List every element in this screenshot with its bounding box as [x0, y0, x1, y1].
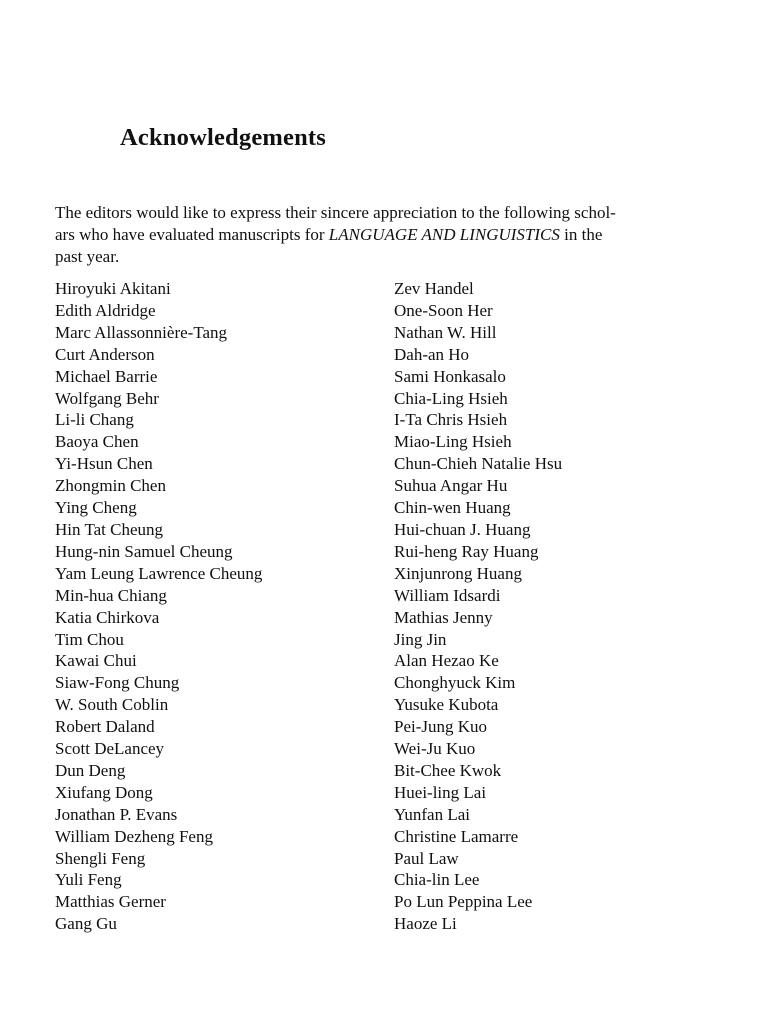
reviewer-list-right: [394, 278, 724, 935]
reviewer-name: Yunfan Lai: [394, 804, 471, 824]
reviewer-name: Katia Chirkova: [55, 607, 160, 627]
reviewer-name: Alan Hezao Ke: [394, 651, 499, 671]
reviewer-name: Shengli Feng: [55, 848, 146, 868]
reviewer-name: Chia-lin Lee: [394, 870, 480, 890]
reviewer-name: Chun-Chieh Natalie Hsu: [394, 454, 563, 474]
reviewer-name: Chia-Ling Hsieh: [394, 388, 508, 408]
reviewer-name: Siaw-Fong Chung: [55, 673, 180, 693]
reviewer-list-left: [55, 278, 375, 935]
intro-line-1: The editors would like to express their sincere appreciation to the following schol-: [55, 203, 616, 222]
reviewer-name: William Idsardi: [394, 585, 501, 605]
reviewer-name: Pei-Jung Kuo: [394, 717, 488, 737]
reviewer-name: Miao-Ling Hsieh: [394, 432, 512, 452]
reviewer-name: Ying Cheng: [55, 498, 137, 518]
intro-line-2-suffix: in the: [559, 225, 603, 244]
reviewer-name: Yuli Feng: [55, 870, 122, 890]
reviewer-name: Bit-Chee Kwok: [394, 760, 502, 780]
journal-title: LANGUAGE AND LINGUISTICS: [328, 225, 560, 244]
reviewer-name: Baoya Chen: [55, 432, 139, 452]
reviewer-name: Christine Lamarre: [394, 826, 519, 846]
reviewer-name: Edith Aldridge: [55, 300, 156, 320]
reviewer-name: Yam Leung Lawrence Cheung: [55, 563, 263, 583]
reviewer-name: Chonghyuck Kim: [394, 673, 516, 693]
reviewer-name: Yi-Hsun Chen: [55, 454, 153, 474]
reviewer-name: Chin-wen Huang: [394, 498, 511, 518]
reviewer-name: Wei-Ju Kuo: [394, 739, 476, 759]
reviewer-name: Xinjunrong Huang: [394, 563, 522, 583]
reviewer-name: Xiufang Dong: [55, 782, 153, 802]
reviewer-name: Michael Barrie: [55, 366, 158, 386]
reviewer-name: Tim Chou: [55, 629, 124, 649]
intro-paragraph: [55, 202, 715, 268]
reviewer-name: Suhua Angar Hu: [394, 476, 508, 496]
reviewer-name: Min-hua Chiang: [55, 585, 167, 605]
reviewer-name: Wolfgang Behr: [55, 388, 159, 408]
reviewer-name: Hin Tat Cheung: [55, 519, 164, 539]
reviewer-name: W. South Coblin: [55, 695, 169, 715]
reviewer-name: Hung-nin Samuel Cheung: [55, 541, 233, 561]
reviewer-name: Kawai Chui: [55, 651, 137, 671]
reviewer-name: Curt Anderson: [55, 344, 155, 364]
reviewer-name: Gang Gu: [55, 914, 117, 934]
reviewer-name: Dun Deng: [55, 760, 126, 780]
reviewer-name: Rui-heng Ray Huang: [394, 541, 539, 561]
page-title: Acknowledgements: [120, 124, 326, 151]
reviewer-name: Li-li Chang: [55, 410, 134, 430]
reviewer-name: Zhongmin Chen: [55, 476, 166, 496]
reviewer-name: Hui-chuan J. Huang: [394, 519, 531, 539]
reviewer-name: Nathan W. Hill: [394, 322, 497, 342]
reviewer-name: Yusuke Kubota: [394, 695, 499, 715]
reviewer-name: Robert Daland: [55, 717, 155, 737]
reviewer-name: William Dezheng Feng: [55, 826, 213, 846]
reviewer-name: Hiroyuki Akitani: [55, 279, 171, 298]
reviewer-name: Zev Handel: [394, 279, 474, 298]
reviewer-name: One-Soon Her: [394, 300, 493, 320]
reviewer-name: Matthias Gerner: [55, 892, 166, 912]
reviewer-name: Paul Law: [394, 848, 459, 868]
intro-line-3: past year.: [55, 247, 120, 266]
reviewer-name: Marc Allassonnière-Tang: [55, 322, 228, 342]
reviewer-name: Sami Honkasalo: [394, 366, 506, 386]
reviewer-name: Huei-ling Lai: [394, 782, 487, 802]
intro-line-2-prefix: ars who have evaluated manuscripts for: [55, 225, 329, 244]
reviewer-name: Jing Jin: [394, 629, 447, 649]
reviewer-name: I-Ta Chris Hsieh: [394, 410, 508, 430]
reviewer-name: Jonathan P. Evans: [55, 804, 178, 824]
reviewer-name: Dah-an Ho: [394, 344, 470, 364]
reviewer-name: Scott DeLancey: [55, 739, 165, 759]
reviewer-name: Po Lun Peppina Lee: [394, 892, 533, 912]
reviewer-name: Haoze Li: [394, 914, 457, 934]
reviewer-name: Mathias Jenny: [394, 607, 493, 627]
